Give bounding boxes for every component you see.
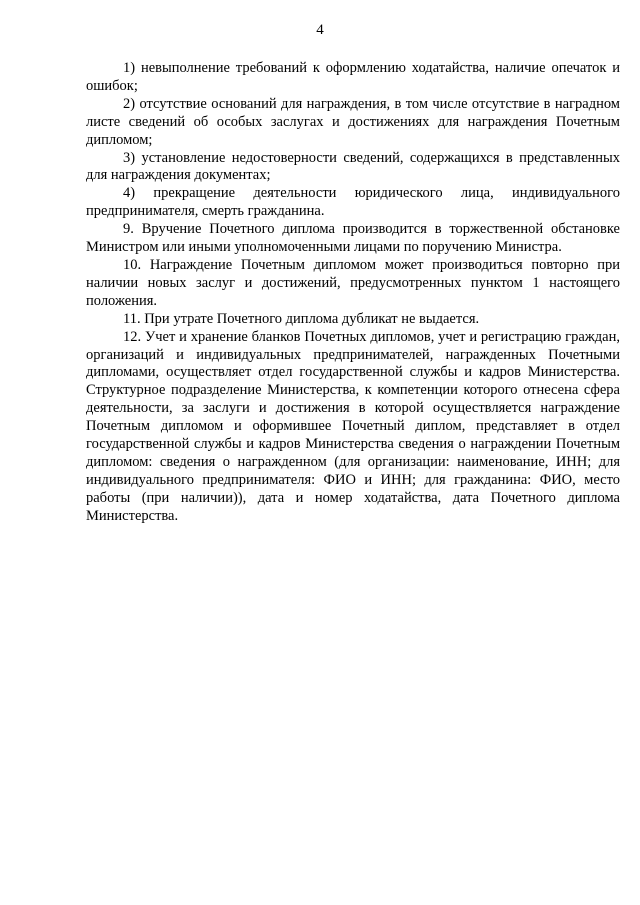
paragraph-reason-2: 2) отсутствие оснований для награждения, в том числе отсутствие в наградном листе сведений об особых заслугах и достижениях для награждения Почетным дипломом; [86,95,620,148]
paragraph-reason-1: 1) невыполнение требований к оформлению ходатайства, наличие опечаток и ошибок; [86,60,620,94]
page-number: 4 [316,22,324,38]
paragraph-clause-10: 10. Награждение Почетным дипломом может производиться повторно при наличии новых заслуг и достижений, предусмотренных пунктом 1 настоящего положения. [86,256,620,309]
document-body [86,60,620,526]
paragraph-clause-9: 9. Вручение Почетного диплома производится в торжественной обстановке Министром или иными уполномоченными лицами по поручению Министра. [86,221,620,256]
paragraph-reason-3: 3) установление недостоверности сведений, содержащихся в представленных для награждения документах; [86,149,620,184]
paragraph-clause-12: 12. Учет и хранение бланков Почетных дипломов, учет и регистрацию граждан, организаций и индивидуальных предпринимателей, награжденных Почетными дипломами, осуществляет отдел государственной службы и кадров Министерства. Структурное подразделение Министерства, к компетенции которого отнесена сфера деятельности, за заслуги и достижения в которой осуществляется награждение Почетным дипломом и оформившее Почетный диплом, представляет в отдел государственной службы и кадров Министерства сведения о награждении Почетным дипломом: сведения о награжденном (для организации: наименование, ИНН; для индивидуального предпринимателя: ФИО и ИНН; для гражданина: ФИО, место работы (при наличии)), дата и номер ходатайства, дата Почетного диплома Министерства. [86,328,620,524]
paragraph-clause-11: 11. При утрате Почетного диплома дубликат не выдается. [123,310,480,327]
paragraph-reason-4: 4) прекращение деятельности юридического лица, индивидуального предпринимателя, смерть гражданина. [86,185,620,220]
